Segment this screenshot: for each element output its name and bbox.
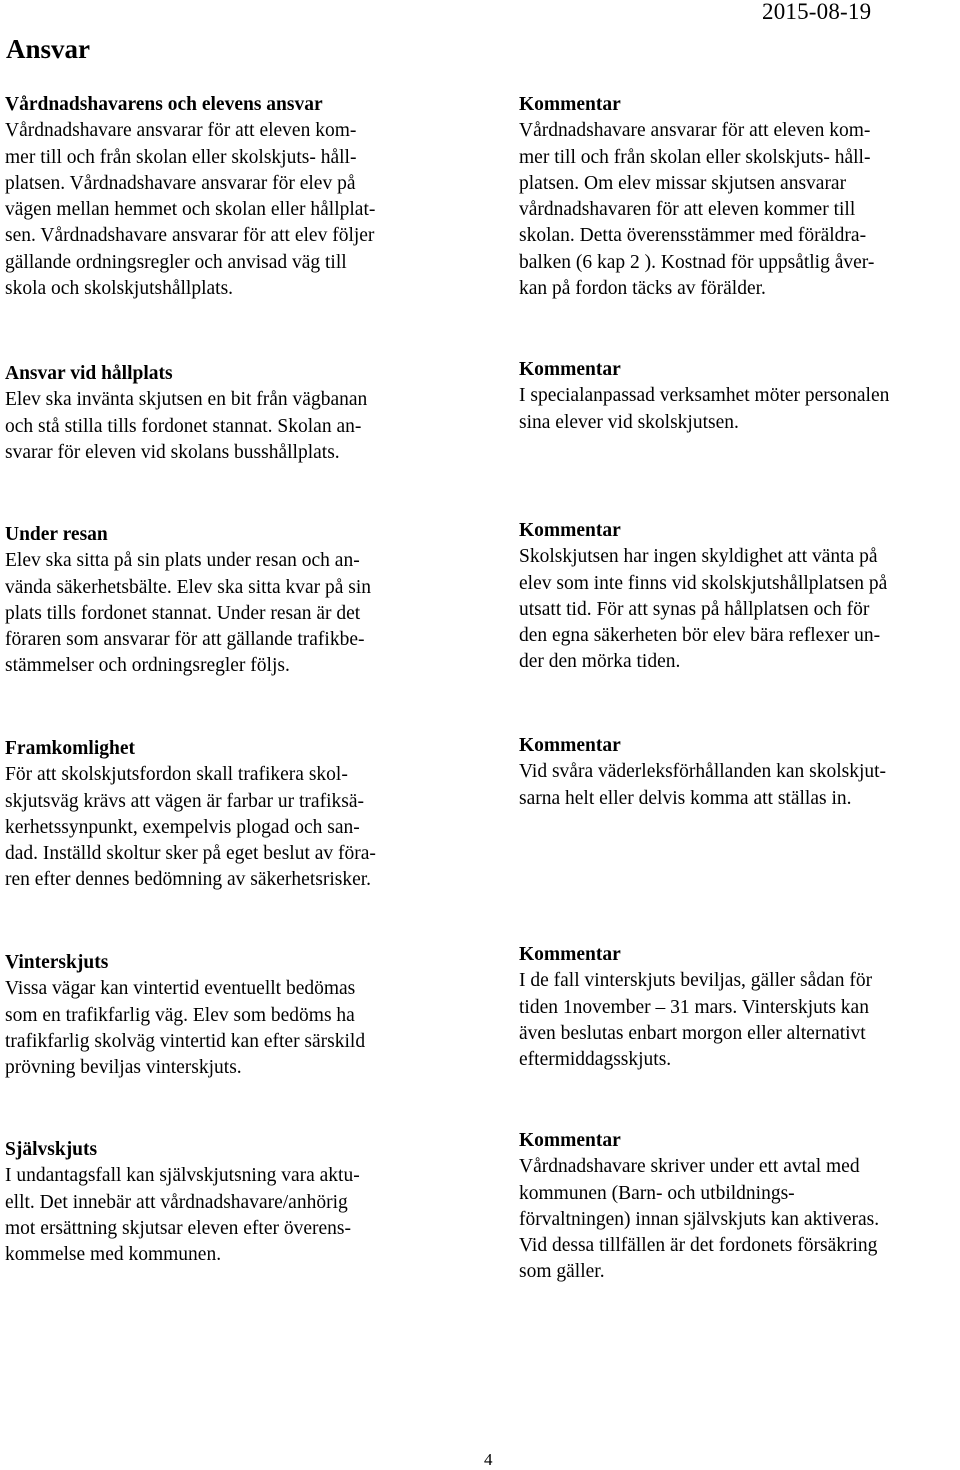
comment-line: Skolskjutsen har ingen skyldighet att vänta på [519,546,878,568]
body-line: skola och skolskjutshållplats. [5,278,234,300]
comment-line: även beslutas enbart morgon eller alternativt [519,1022,866,1044]
body-line: sen. Vårdnadshavare ansvarar för att elev följer [5,225,375,247]
body-line: skjutsväg krävs att vägen är farbar ur trafiksä- [5,790,364,812]
section-heading: Ansvar vid hållplats [5,363,173,384]
body-line: och stå stilla tills fordonet stannat. Skolan an- [5,415,362,437]
body-line: ren efter dennes bedömning av säkerhetsrisker. [5,869,372,891]
body-line: prövning beviljas vinterskjuts. [5,1057,242,1079]
comment-self-transport [519,1128,879,1286]
page-title: Ansvar [6,34,91,64]
body-line: trafikfarlig skolväg vintertid kan efter särskild [5,1030,366,1052]
body-line: som en trafikfarlig väg. Elev som bedöms ha [5,1004,355,1026]
body-line: platsen. Vårdnadshavare ansvarar för elev på [5,172,356,194]
comment-line: balken (6 kap 2 ). Kostnad för uppsåtlig åver- [519,251,875,273]
page-number: 4 [484,1450,493,1469]
comment-line: I specialanpassad verksamhet möter personalen [519,385,890,407]
comment-responsibility [519,92,874,302]
comment-line: Vid dessa tillfällen är det fordonets försäkring [519,1235,878,1257]
comment-heading: Kommentar [519,1130,621,1151]
section-heading: Vinterskjuts [5,952,109,973]
body-line: vända säkerhetsbälte. Elev ska sitta kvar på sin [5,576,372,598]
body-line: dad. Inställd skoltur sker på eget beslut av föra- [5,843,376,865]
body-line: Elev ska sitta på sin plats under resan och an- [5,550,360,572]
body-line: gällande ordningsregler och anvisad väg till [5,251,347,273]
document-date: 2015-08-19 [762,0,872,24]
section-bus-stop [5,361,367,466]
body-line: Elev ska invänta skjutsen en bit från vägbanan [5,389,368,411]
section-heading: Vårdnadshavarens och elevens ansvar [5,94,323,115]
section-heading: Under resan [5,524,108,545]
comment-heading: Kommentar [519,520,621,541]
comment-line: som gäller. [519,1261,605,1283]
comment-accessibility [519,733,886,812]
comment-line: förvaltningen) innan självskjuts kan aktiveras. [519,1208,880,1230]
section-winter-transport [5,950,365,1081]
body-line: Vissa vägar kan vintertid eventuellt bedömas [5,978,356,1000]
section-self-transport [5,1137,360,1268]
comment-line: utsatt tid. För att synas på hållplatsen och för [519,598,870,620]
comment-line: mer till och från skolan eller skolskjuts- håll- [519,146,871,168]
comment-line: vårdnadshavaren för att eleven kommer till [519,199,856,221]
body-line: mot ersättning skjutsar eleven efter överens- [5,1217,352,1239]
comment-line: Vårdnadshavare skriver under ett avtal med [519,1156,860,1178]
comment-during-trip [519,518,887,676]
comment-line: platsen. Om elev missar skjutsen ansvarar [519,172,847,194]
comment-heading: Kommentar [519,359,621,380]
comment-line: skolan. Detta överensstämmer med föräldra- [519,225,867,247]
body-line: Vårdnadshavare ansvarar för att eleven kom- [5,120,357,142]
body-line: I undantagsfall kan självskjutsning vara aktu- [5,1165,360,1187]
body-line: För att skolskjutsfordon skall trafikera skol- [5,764,348,786]
body-line: kommelse med kommunen. [5,1244,222,1266]
comment-heading: Kommentar [519,735,621,756]
comment-line: I de fall vinterskjuts beviljas, gäller sådan för [519,970,873,992]
body-line: ellt. Det innebär att vårdnadshavare/anhörig [5,1191,348,1213]
body-line: svarar för eleven vid skolans busshållplats. [5,441,340,463]
comment-line: elev som inte finns vid skolskjutshållplatsen på [519,572,888,594]
comment-line: kan på fordon täcks av förälder. [519,278,766,300]
comment-line: Vårdnadshavare ansvarar för att eleven kom- [519,120,871,142]
comment-line: tiden 1november – 31 mars. Vinterskjuts kan [519,996,869,1018]
body-line: vägen mellan hemmet och skolan eller hållplat- [5,199,376,221]
body-line: mer till och från skolan eller skolskjuts- håll- [5,146,357,168]
section-heading: Framkomlighet [5,738,135,759]
section-responsibility [5,92,375,302]
comment-line: eftermiddagsskjuts. [519,1049,672,1071]
comment-heading: Kommentar [519,94,621,115]
body-line: stämmelser och ordningsregler följs. [5,655,290,677]
comment-line: sina elever vid skolskjutsen. [519,411,739,433]
comment-line: der den mörka tiden. [519,651,681,673]
section-heading: Självskjuts [5,1139,98,1160]
comment-heading: Kommentar [519,944,621,965]
comment-line: den egna säkerheten bör elev bära reflexer un- [519,625,881,647]
body-line: plats tills fordonet stannat. Under resan är det [5,602,361,624]
section-during-trip [5,522,371,680]
comment-winter-transport [519,942,872,1073]
comment-line: kommunen (Barn- och utbildnings- [519,1182,795,1204]
comment-line: sarna helt eller delvis komma att ställas in. [519,787,852,809]
section-accessibility [5,736,376,894]
body-line: kerhetssynpunkt, exempelvis plogad och san- [5,816,360,838]
comment-bus-stop [519,357,889,436]
body-line: föraren som ansvarar för att gällande trafikbe- [5,629,365,651]
comment-line: Vid svåra väderleksförhållanden kan skolskjut- [519,761,887,783]
